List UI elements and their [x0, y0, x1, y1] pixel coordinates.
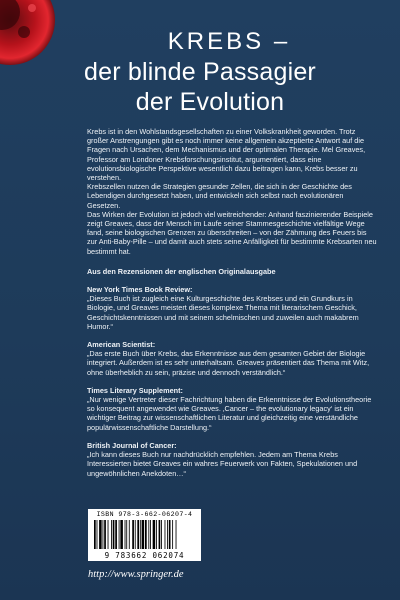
- review-item: [87, 285, 378, 331]
- reviews-heading: Aus den Rezensionen der englischen Originalausgabe: [87, 266, 276, 276]
- intro-paragraph: Krebszellen nutzen die Strategien gesunder Zellen, die sich in der Geschichte des Lebendigen durchgesetzt haben, und entwickeln sich selbst nach evolutionären Gesetzen.: [87, 182, 352, 210]
- isbn-label: ISBN 978-3-662-06207-4: [96, 511, 193, 518]
- barcode-icon: [94, 520, 195, 549]
- barcode-number: 9 783662 062074: [104, 551, 185, 560]
- review-quote: „Ich kann dieses Buch nur nachdrücklich empfehlen. Jedem am Thema Krebs Interessierten bietet Greaves ein wahres Feuerwerk von Fakten, Spekulationen und ungewöhnlichen Anekdoten…“: [87, 450, 358, 478]
- title-line-2: der blinde Passagier: [84, 58, 316, 86]
- title-line-1: KREBS –: [167, 28, 291, 55]
- review-quote: „Dieses Buch ist zugleich eine Kulturgeschichte des Krebses und ein Grundkurs in Biologie, und Greaves meistert dieses komplexe Thema mit literarischem Geschick, Geschichtskenntnissen und mit seinem schelmischen und zuweilen auch makabrem Humor.“: [87, 294, 359, 331]
- intro-paragraph: Krebs ist in den Wohlstandsgesellschaften zu einer Volkskrankheit geworden. Trotz großer Anstrengungen gibt es noch immer keine allgemein akzeptierte Antwort auf die Fragen nach Ursachen, dem Mechanismus und der optimalen Therapie. Mel Greaves, Professor am Londoner Krebsforschungsinstitut, argumentiert, dass eine evolutionsbiologische Perspektive wesentlich dazu beitragen kann, Krebs besser zu verstehen.: [87, 127, 366, 183]
- review-item: [87, 441, 378, 478]
- review-item: [87, 386, 378, 432]
- barcode-box: [88, 509, 201, 561]
- review-quote: „Das erste Buch über Krebs, das Erkenntnisse aus dem gesamten Gebiet der Biologie integriert. Außerdem ist es sehr unterhaltsam. Greaves präsentiert das Thema mit Witz, ohne überheblich zu sein, präzise und dennoch verständlich.“: [87, 349, 370, 377]
- review-source: British Journal of Cancer:: [87, 440, 177, 450]
- publisher-url[interactable]: http://www.springer.de: [88, 569, 184, 580]
- review-source: Times Literary Supplement:: [87, 385, 183, 395]
- intro-paragraph: Das Wirken der Evolution ist jedoch viel weitreichender: Anhand faszinierender Beispiele zeigt Greaves, dass der Mensch im Laufe seiner Stammesgeschichte vielfältige Wege fand, seine biologischen Grenzen zu überschreiten – von der Zähmung des Feuers bis zur Anti-Baby-Pille – und damit auch stets seine Anfälligkeit für bestimmte Krebsarten neu bestimmt hat.: [87, 209, 377, 256]
- review-source: American Scientist:: [87, 340, 156, 350]
- review-item: [87, 340, 378, 377]
- review-quote: „Nur wenige Vertreter dieser Fachrichtung haben die Erkenntnisse der Evolutionstheorie so konsequent angewendet wie Greaves. ‚Cancer – the evolutionary legacy‘ ist ein wichtiger Beitrag zur wissenschaftlichen Literatur und gleichzeitig eine verständliche populärwissenschaftliche Darstellung.“: [87, 395, 372, 432]
- title-line-3: der Evolution: [135, 88, 285, 116]
- cover-title: [0, 27, 400, 117]
- review-source: New York Times Book Review:: [87, 285, 193, 295]
- blurb-text: [87, 127, 378, 478]
